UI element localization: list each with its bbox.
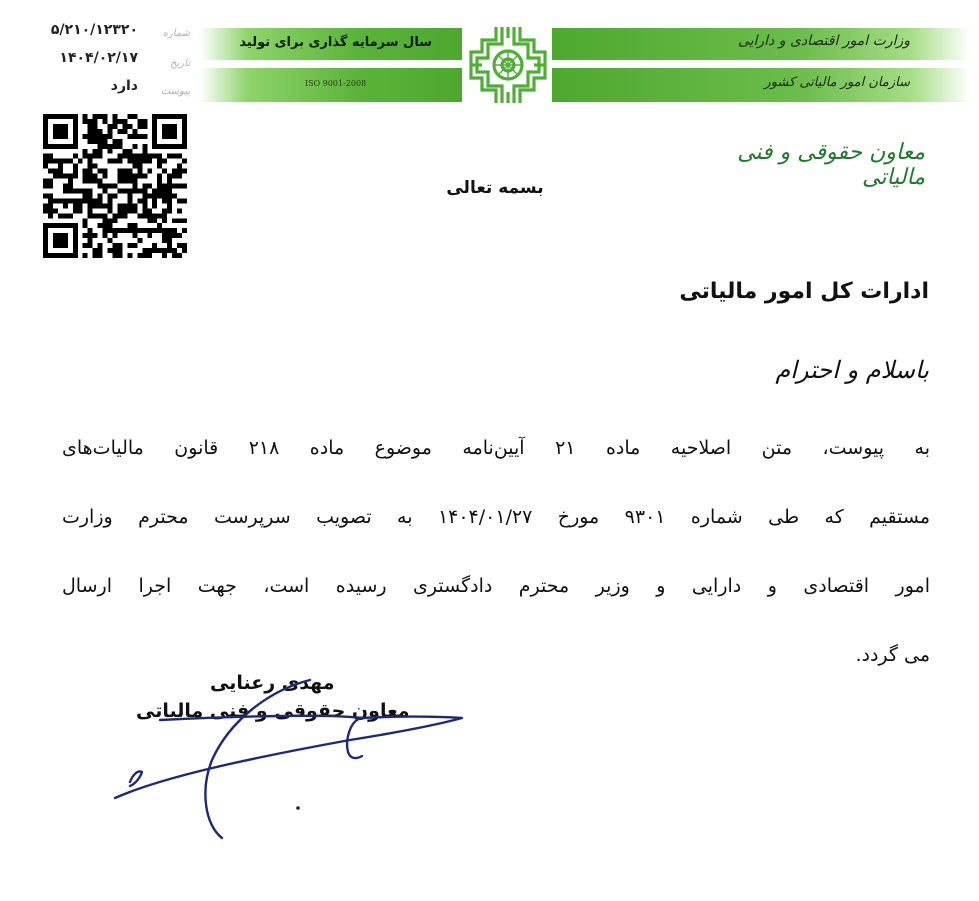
- iso-bar: [200, 68, 462, 102]
- letter-body: [62, 414, 930, 690]
- iso-text: ISO 9001-2008: [305, 79, 367, 88]
- handwritten-signature: [100, 660, 500, 850]
- slogan-text: سال سرمایه گذاری برای تولید: [239, 35, 432, 50]
- letter-number: ۵/۲۱۰/۱۲۳۲۰: [50, 22, 138, 38]
- qr-code-icon: [34, 114, 196, 258]
- body-line: مستقیم که طی شماره ۹۳۰۱ مورخ ۱۴۰۴/۰۱/۲۷ به تصویب سرپرست محترم وزارت: [62, 506, 931, 528]
- tax-organization-emblem-icon: [468, 24, 548, 106]
- department-title: معاون حقوقی و فنی مالیاتی: [737, 140, 925, 190]
- letter-date-row: [30, 50, 190, 72]
- letter-attachment-row: [30, 78, 190, 100]
- greeting: باسلام و احترام: [775, 356, 929, 384]
- slogan-bar: [200, 28, 462, 60]
- ministry-bar: [552, 28, 970, 60]
- letter-attachment-label: پیوست: [160, 86, 190, 97]
- invocation: بسمه تعالی: [446, 178, 544, 198]
- ministry-text: وزارت امور اقتصادی و دارایی: [737, 33, 910, 49]
- letter-number-row: [30, 22, 190, 44]
- letter-date-label: تاریخ: [170, 58, 190, 69]
- letter-attachment: دارد: [110, 78, 138, 94]
- body-line: می گردد.: [855, 644, 930, 666]
- organization-bar: [552, 68, 970, 102]
- body-line: امور اقتصادی و دارایی و وزیر محترم دادگستری رسیده است، جهت اجرا ارسال: [62, 575, 930, 597]
- recipient: ادارات کل امور مالیاتی: [679, 279, 929, 304]
- letter-date: ۱۴۰۴/۰۲/۱۷: [59, 50, 138, 66]
- body-line: به پیوست، متن اصلاحیه ماده ۲۱ آیین‌نامه موضوع ماده ۲۱۸ قانون مالیات‌های: [62, 437, 930, 459]
- letter-number-label: شماره: [162, 28, 190, 39]
- signatory-name: مهدی رعنایی: [210, 672, 335, 694]
- organization-text: سازمان امور مالیاتی کشور: [764, 75, 910, 90]
- signatory-title: معاون حقوقی و فنی مالیاتی: [136, 700, 410, 722]
